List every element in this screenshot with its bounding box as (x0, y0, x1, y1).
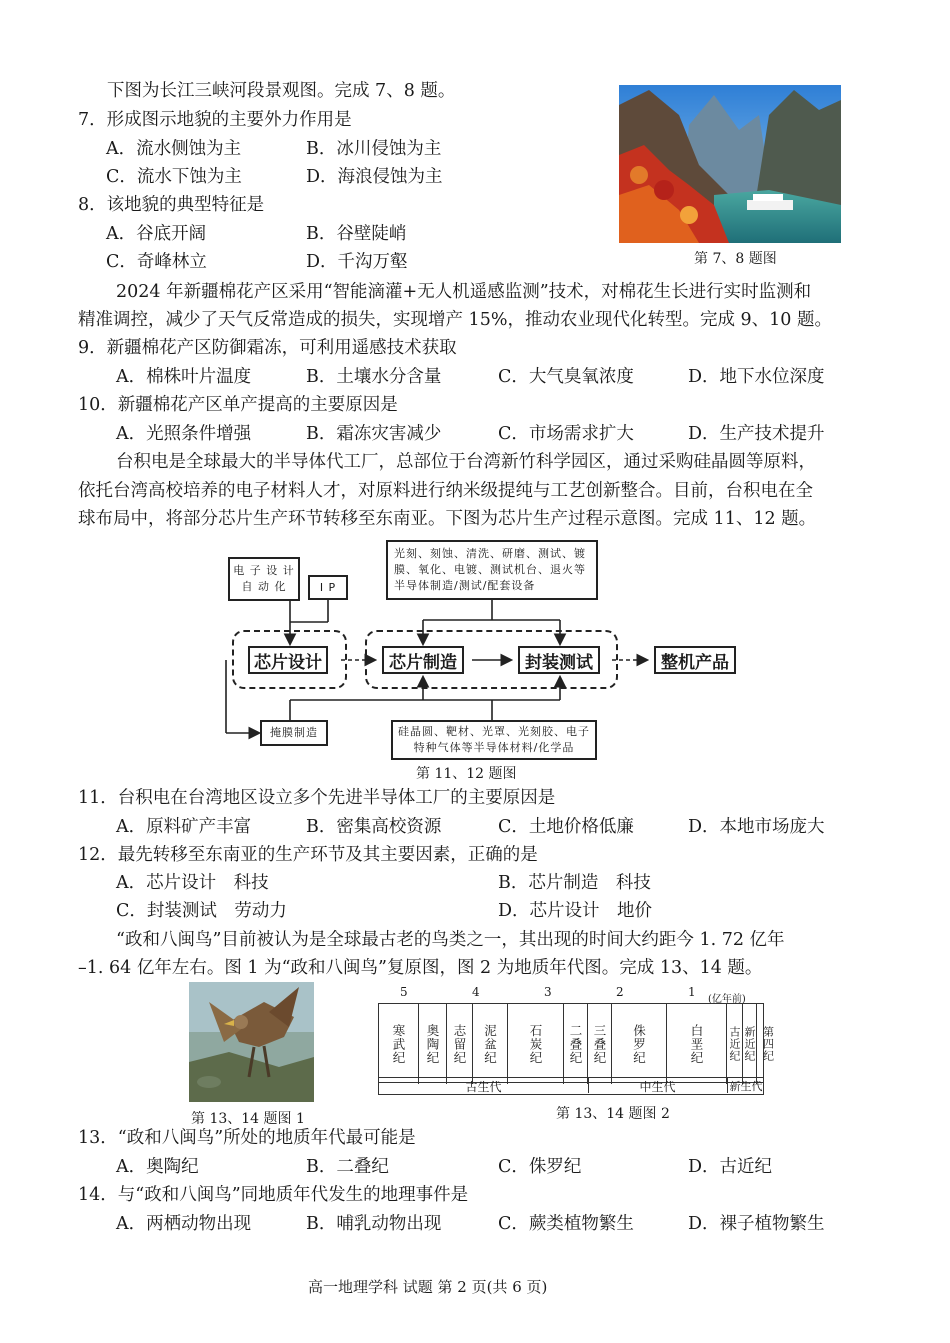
fig2-caption: 第 13、14 题图 2 (556, 1106, 670, 1122)
tick-4: 4 (472, 985, 480, 999)
q9-stem: 9．新疆棉花产区防御霜冻，可利用遥感技术获取 (78, 338, 457, 358)
q12-option-a[interactable]: A．芯片设计 科技 (116, 873, 269, 893)
eras-row (378, 1077, 764, 1095)
fig11-12-caption: 第 11、12 题图 (416, 766, 517, 782)
q13-option-b[interactable]: B．二叠纪 (306, 1157, 389, 1177)
period-paleogene: 古近纪 (727, 1004, 743, 1084)
era-cenozoic: 新生代 (729, 1080, 763, 1093)
intro-q9-10-line1: 2024 年新疆棉花产区采用“智能滴灌+无人机遥感监测”技术，对棉花生长进行实时监测和 (116, 282, 812, 302)
materials-line2: 特种气体等半导体材料/化学品 (413, 741, 575, 754)
era-mesozoic: 中生代 (588, 1078, 728, 1093)
q7-option-b[interactable]: B．冰川侵蚀为主 (306, 139, 442, 159)
package-test-box (518, 646, 600, 674)
q9-option-b[interactable]: B．土壤水分含量 (306, 367, 442, 387)
q9-option-a[interactable]: A．棉株叶片温度 (116, 367, 252, 387)
final-product-label: 整机产品 (661, 652, 729, 673)
equipment-line2: 膜、氧化、电镀、测试机台、退火等 (394, 563, 586, 576)
tick-1: 1 (688, 985, 696, 999)
q13-option-a[interactable]: A．奥陶纪 (116, 1157, 199, 1177)
q13-option-c[interactable]: C．侏罗纪 (498, 1157, 582, 1177)
period-permian: 二叠纪 (564, 1004, 588, 1084)
period-devonian: 泥盆纪 (473, 1004, 508, 1084)
q12-stem: 12．最先转移至东南亚的生产环节及其主要因素，正确的是 (78, 845, 538, 865)
tick-5: 5 (400, 985, 408, 999)
materials-line1: 硅晶圆、靶材、光罩、光刻胶、电子 (398, 725, 590, 738)
q14-stem: 14．与“政和八闽鸟”同地质年代发生的地理事件是 (78, 1185, 469, 1205)
q10-option-d[interactable]: D．生产技术提升 (688, 424, 825, 444)
q14-option-b[interactable]: B．哺乳动物出现 (306, 1214, 442, 1234)
timeline-unit: (亿年前) (708, 994, 746, 1005)
final-product-box (654, 646, 736, 674)
period-carboniferous: 石炭纪 (508, 1004, 564, 1084)
materials-box (391, 720, 597, 760)
q12-option-d[interactable]: D．芯片设计 地价 (498, 901, 653, 921)
ip-label: I P (319, 580, 337, 594)
geologic-timeline (378, 985, 775, 1100)
q7-option-d[interactable]: D．海浪侵蚀为主 (306, 167, 443, 187)
q9-option-c[interactable]: C．大气臭氧浓度 (498, 367, 634, 387)
tick-2: 2 (616, 985, 624, 999)
eda-line1: 电 子 设 计 (233, 564, 295, 577)
q11-option-a[interactable]: A．原料矿产丰富 (116, 817, 252, 837)
q10-option-a[interactable]: A．光照条件增强 (116, 424, 252, 444)
q12-option-b[interactable]: B．芯片制造 科技 (498, 873, 651, 893)
chip-design-box (248, 646, 328, 674)
intro-q7-8: 下图为长江三峡河段景观图。完成 7、8 题。 (107, 81, 456, 101)
mask-label: 掩膜制造 (270, 726, 318, 739)
intro-q9-10-line2: 精准调控，减少了天气反常造成的损失，实现增产 15%，推动农业现代化转型。完成 9、10 题。 (78, 310, 832, 330)
q7-stem: 7．形成图示地貌的主要外力作用是 (78, 110, 352, 130)
equipment-line1: 光刻、刻蚀、清洗、研磨、测试、镀 (394, 547, 586, 560)
q14-option-c[interactable]: C．蕨类植物繁生 (498, 1214, 634, 1234)
q9-option-d[interactable]: D．地下水位深度 (688, 367, 825, 387)
q13-stem: 13．“政和八闽鸟”所处的地质年代最可能是 (78, 1128, 416, 1148)
q10-option-c[interactable]: C．市场需求扩大 (498, 424, 634, 444)
q7-option-a[interactable]: A．流水侧蚀为主 (106, 139, 242, 159)
package-test-label: 封装测试 (525, 652, 593, 673)
period-jurassic: 侏罗纪 (612, 1004, 667, 1084)
period-triassic: 三叠纪 (588, 1004, 612, 1084)
period-silurian: 志留纪 (447, 1004, 473, 1084)
chip-design-label: 芯片设计 (254, 652, 322, 673)
q10-stem: 10．新疆棉花产区单产提高的主要原因是 (78, 395, 398, 415)
q10-option-b[interactable]: B．霜冻灾害减少 (306, 424, 442, 444)
equipment-line3: 半导体制造/测试/配套设备 (394, 579, 536, 592)
q8-option-d[interactable]: D．千沟万壑 (306, 252, 408, 272)
q7-option-c[interactable]: C．流水下蚀为主 (106, 167, 242, 187)
periods-row (378, 1003, 775, 1083)
q11-option-d[interactable]: D．本地市场庞大 (688, 817, 825, 837)
chip-manufacture-label: 芯片制造 (389, 652, 457, 673)
eda-box (228, 557, 300, 601)
q8-option-c[interactable]: C．奇峰林立 (106, 252, 207, 272)
tick-3: 3 (544, 985, 552, 999)
q8-option-a[interactable]: A．谷底开阔 (106, 224, 207, 244)
bird-reconstruction-image (189, 982, 314, 1102)
mask-box (260, 720, 328, 746)
q11-option-c[interactable]: C．土地价格低廉 (498, 817, 634, 837)
period-quaternary: 第四纪 (761, 1026, 775, 1062)
q8-stem: 8．该地貌的典型特征是 (78, 195, 265, 215)
period-ordovician: 奥陶纪 (419, 1004, 447, 1084)
intro-q11-12-line2: 依托台湾高校培养的电子材料人才，对原料进行纳米级提纯与工艺创新整合。目前，台积电在全 (78, 481, 813, 501)
intro-q13-14-line2: –1. 64 亿年左右。图 1 为“政和八闽鸟”复原图，图 2 为地质年代图。完成 13、14 题。 (78, 958, 763, 978)
intro-q11-12-line3: 球布局中，将部分芯片生产环节转移至东南亚。下图为芯片生产过程示意图。完成 11、12 题。 (78, 509, 817, 529)
period-cambrian: 寒武纪 (379, 1004, 419, 1084)
ip-box (308, 575, 348, 600)
period-cretaceous: 白垩纪 (667, 1004, 727, 1084)
page-footer: 高一地理学科 试题 第 2 页(共 6 页) (308, 1278, 548, 1296)
intro-q11-12-line1: 台积电是全球最大的半导体代工厂，总部位于台湾新竹科学园区，通过采购硅晶圆等原料， (116, 452, 816, 472)
q13-option-d[interactable]: D．古近纪 (688, 1157, 773, 1177)
intro-q13-14-line1: “政和八闽鸟”目前被认为是全球最古老的鸟类之一，其出现的时间大约距今 1. 72 亿年 (116, 930, 785, 950)
era-paleozoic: 古生代 (379, 1078, 589, 1093)
q8-option-b[interactable]: B．谷壁陡峭 (306, 224, 407, 244)
equipment-box (386, 540, 598, 600)
q12-option-c[interactable]: C．封装测试 劳动力 (116, 901, 287, 921)
q14-option-d[interactable]: D．裸子植物繁生 (688, 1214, 825, 1234)
fig1-caption: 第 13、14 题图 1 (191, 1111, 305, 1127)
fig78-caption: 第 7、8 题图 (694, 251, 777, 267)
eda-line2: 自 动 化 (241, 580, 287, 593)
q11-option-b[interactable]: B．密集高校资源 (306, 817, 442, 837)
q14-option-a[interactable]: A．两栖动物出现 (116, 1214, 252, 1234)
chip-manufacture-box (382, 646, 464, 674)
q11-stem: 11．台积电在台湾地区设立多个先进半导体工厂的主要原因是 (78, 788, 556, 808)
period-neogene: 新近纪 (743, 1004, 757, 1084)
